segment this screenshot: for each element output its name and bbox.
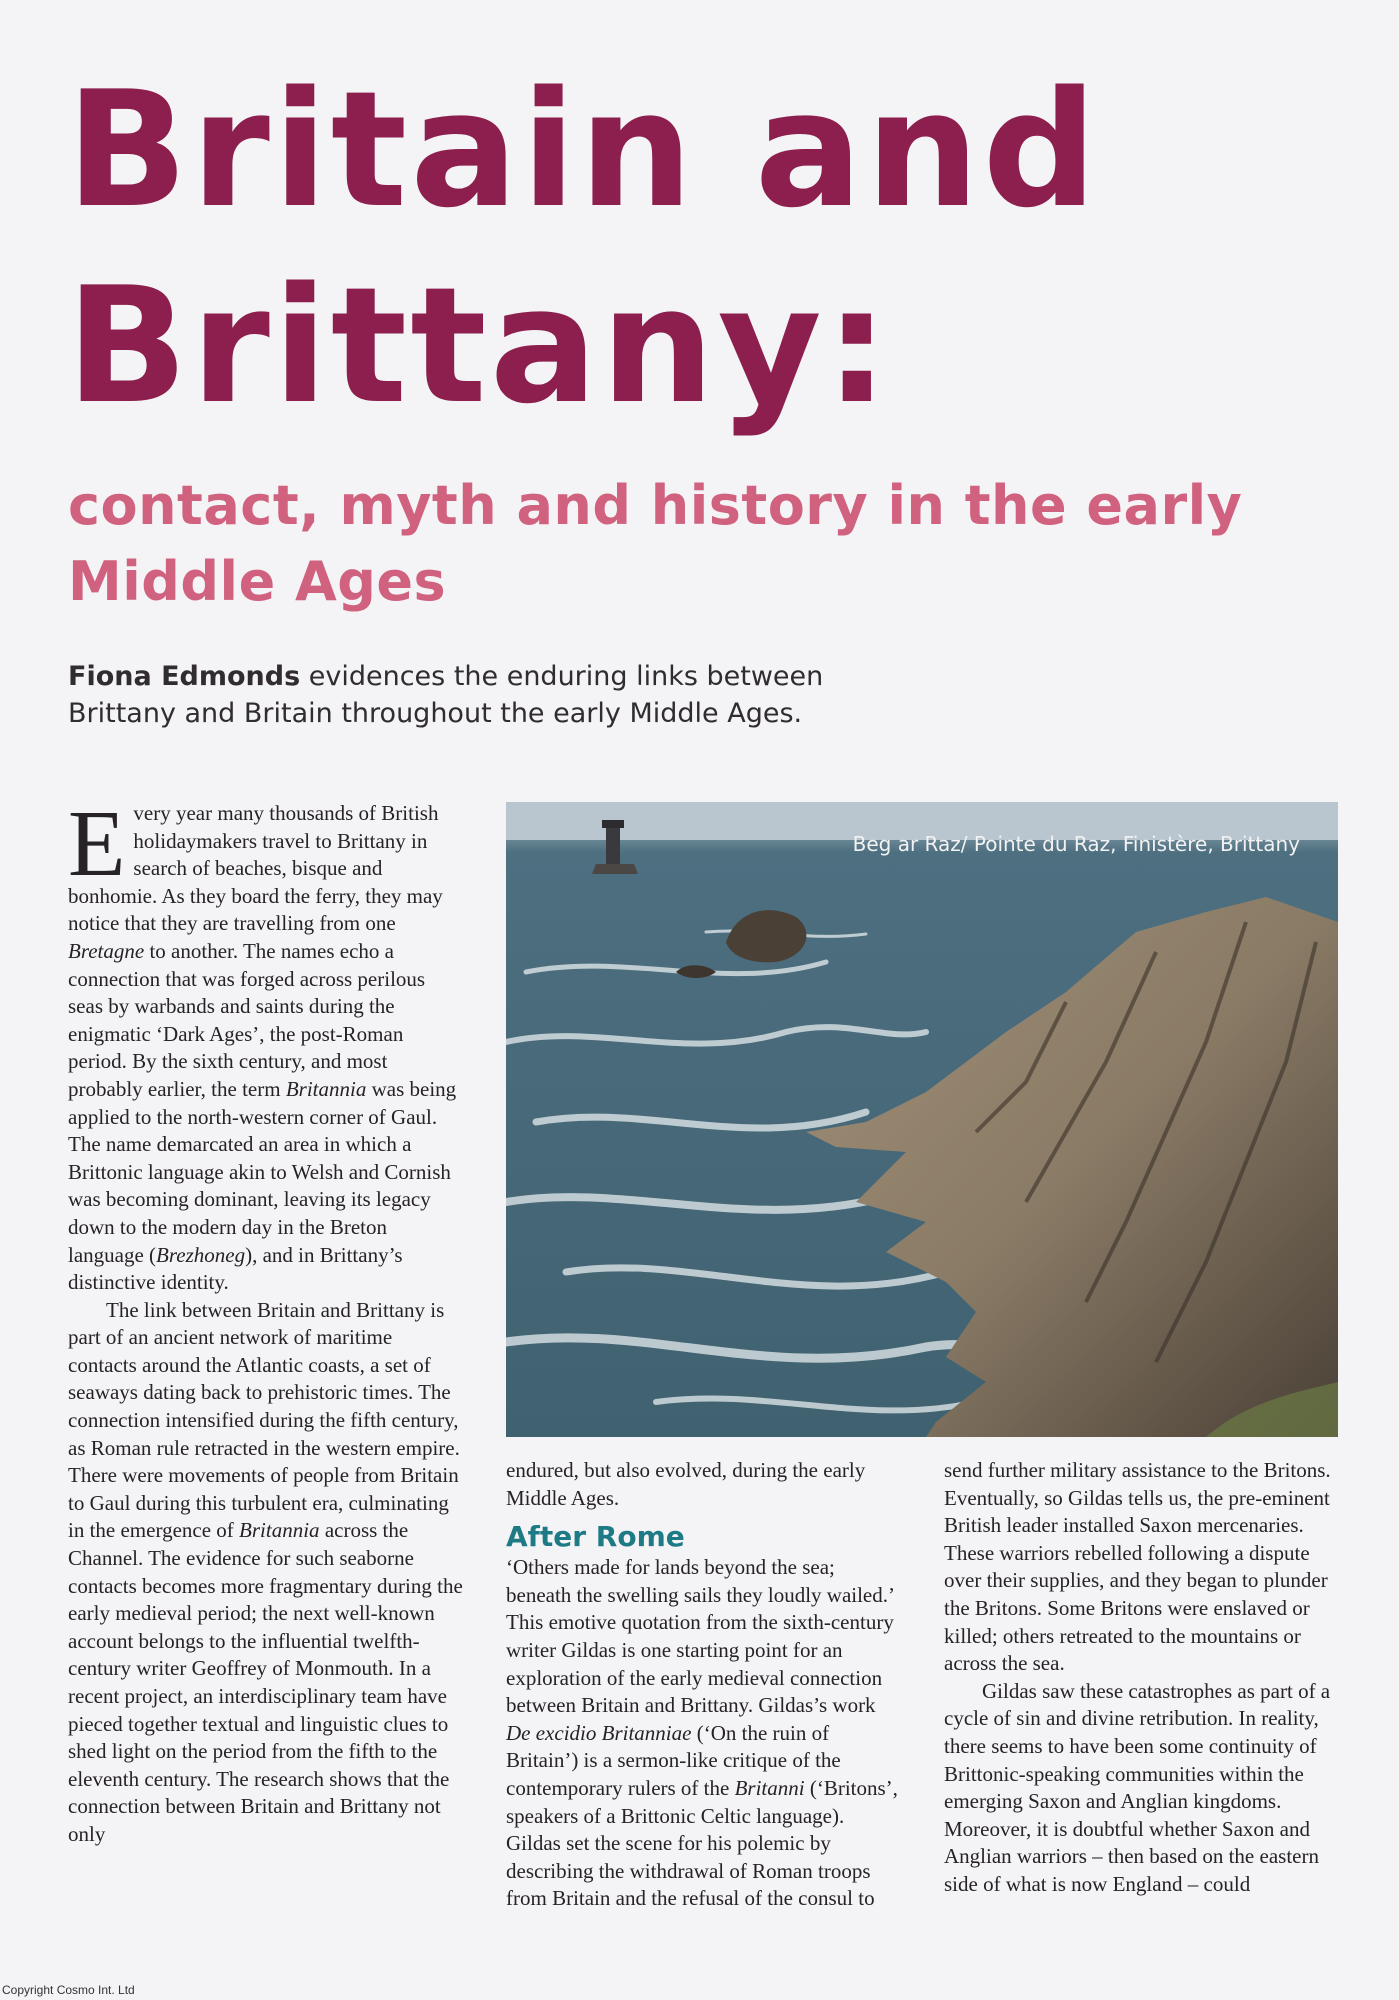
author-name: Fiona Edmonds (68, 661, 301, 692)
text-run: very year many thousands of British holidaymakers travel to Brittany in search of beaches, bisque and bonhomie. As they board the ferry, they may notice that they are travelling from one (68, 801, 443, 936)
italic-term: Bretagne (68, 938, 145, 963)
text-run: across the Channel. The evidence for such seaborne contacts becomes more fragmentary during the early medieval period; the next well-known account belongs to the influential twelfth-century writer Geoffrey of Monmouth. In a recent project, an interdisciplinary team have pieced together textual and linguistic clues to shed light on the period from the fifth to the eleventh century. The research shows that the connection between Britain and Brittany not only (68, 1518, 463, 1846)
text-run: (‘On the ruin of Britain’) is a sermon-like critique of the contemporary rulers of the (506, 1720, 841, 1800)
body-column-2 (506, 1457, 902, 1913)
drop-cap: E (68, 792, 126, 896)
copyright-notice: Copyright Cosmo Int. Ltd (2, 1983, 135, 1997)
standfirst (68, 658, 828, 732)
italic-term: Britanni (734, 1775, 805, 1800)
paragraph: endured, but also evolved, during the early Middle Ages. (506, 1458, 866, 1510)
body-column-3 (944, 1457, 1340, 1899)
photo-illustration (506, 802, 1338, 1437)
italic-term: Brezhoneg (156, 1242, 246, 1267)
text-run: (‘Britons’, speakers of a Brittonic Celtic language). Gildas set the scene for his polemic by describing the withdrawal of Roman troops from Britain and the refusal of the consul to (506, 1775, 898, 1911)
italic-term: Britannia (239, 1518, 320, 1543)
title-line-2: Brittany: (66, 252, 892, 439)
paragraph: Gildas saw these catastrophes as part of a cycle of sin and divine retribution. In reality, there seems to have been some continuity of Brittonic-speaking communities within the emerging Saxon and Anglian kingdoms. Moreover, it is doubtful whether Saxon and Anglian warriors – then based on the eastern side of what is now England – could (944, 1678, 1331, 1896)
standfirst-text: evidences the enduring links between Brittany and Britain throughout the early Middle Ages. (68, 661, 824, 729)
body-column-1 (68, 792, 464, 1849)
article-subtitle: contact, myth and history in the early Middle Ages (68, 474, 1243, 613)
coastline-photo (506, 802, 1338, 1437)
text-run: The link between Britain and Brittany is part of an ancient network of maritime contacts around the Atlantic coasts, a set of seaways dating back to prehistoric times. The connection intensified during the fifth century, as Roman rule retracted in the western empire. There were movements of people from Britain to Gaul during this turbulent era, culminating in the emergence of (68, 1297, 460, 1543)
text-run: was being applied to the north-western corner of Gaul. The name demarcated an area in which a Brittonic language akin to Welsh and Cornish was becoming dominant, leaving its legacy down to the modern day in the Breton language ( (68, 1076, 457, 1267)
text-run: to another. The names echo a connection that was forged across perilous seas by warbands and saints during the enigmatic ‘Dark Ages’, the post-Roman period. By the sixth century, and most probably earlier, the term (68, 938, 426, 1101)
paragraph (68, 1297, 464, 1849)
article-title (66, 52, 1346, 444)
title-line-1: Britain and (66, 56, 1101, 243)
paragraph (68, 792, 464, 1297)
italic-term: Britannia (285, 1076, 367, 1101)
section-heading: After Rome (506, 1520, 685, 1554)
italic-term: De excidio Britanniae (506, 1720, 692, 1745)
text-run: ‘Others made for lands beyond the sea; beneath the swelling sails they loudly wailed.’ This emotive quotation from the sixth-century writer Gildas is one starting point for an exploration of the early medieval connection between Britain and Brittany. Gildas’s work (506, 1555, 894, 1718)
paragraph (506, 1554, 902, 1913)
photo-caption: Beg ar Raz/ Pointe du Raz, Finistère, Brittany (852, 832, 1300, 856)
text-run: ), and in Brittany’s distinctive identity. (68, 1242, 403, 1295)
paragraph: send further military assistance to the Britons. Eventually, so Gildas tells us, the pre-eminent British leader installed Saxon mercenaries. These warriors rebelled following a dispute over their supplies, and they began to plunder the Britons. Some Britons were enslaved or killed; others retreated to the mountains or across the sea. (944, 1458, 1331, 1676)
